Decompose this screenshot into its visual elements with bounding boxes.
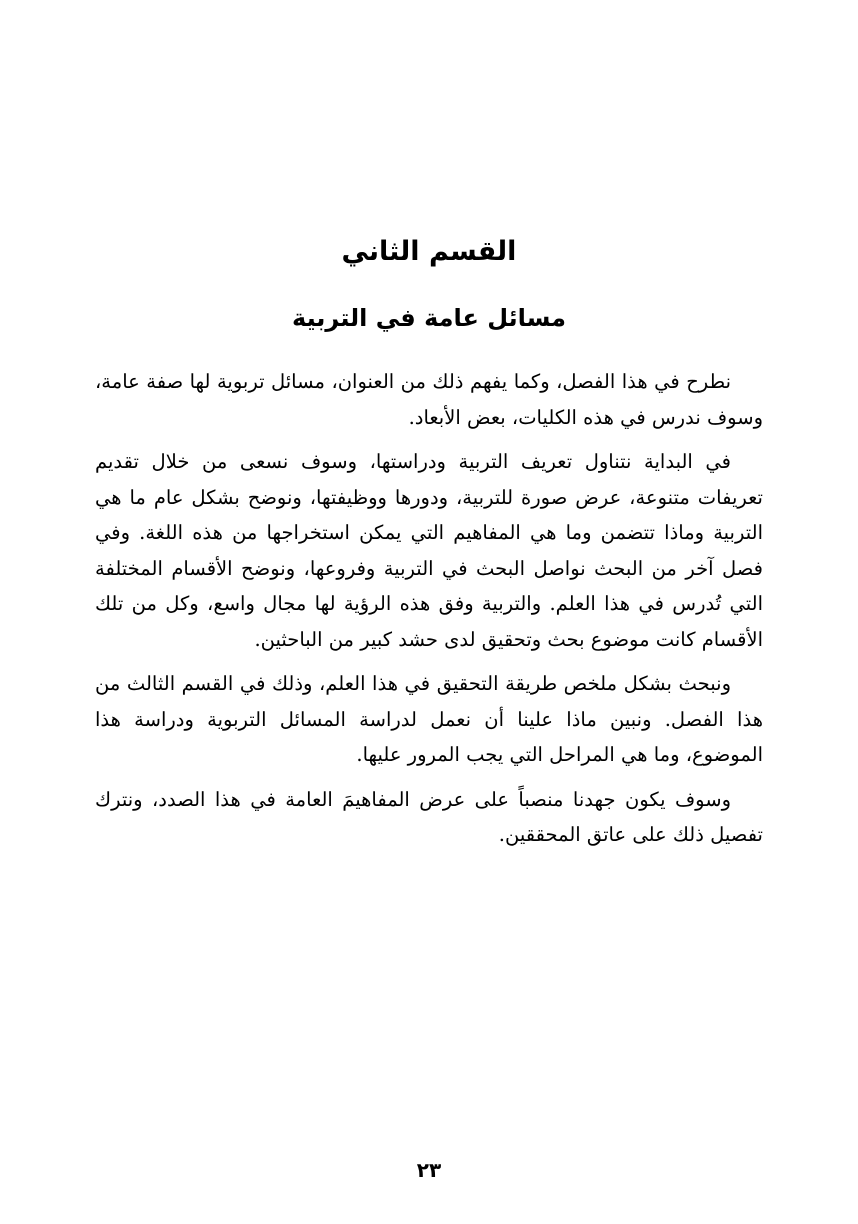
- paragraph-intro: نطرح في هذا الفصل، وكما يفهم ذلك من العنوان، مسائل تربوية لها صفة عامة، وسوف ندرس في هذه الكليات، بعض الأبعاد.: [95, 370, 763, 429]
- paragraph-conclusion: وسوف يكون جهدنا منصباً على عرض المفاهيمَ العامة في هذا الصدد، ونترك تفصيل ذلك على عاتق المحققين.: [95, 787, 763, 846]
- paragraph-definition: في البداية نتناول تعريف التربية ودراستها، وسوف نسعى من خلال تقديم تعريفات متنوعة، عرض صورة للتربية، ودورها ووظيفتها، ونوضح بشكل عام ما هي التربية وماذا تتضمن وما هي المفاهيم التي يمكن استخراجها من هذه اللغة. وفي فصل آخر من البحث نواصل البحث في التربية وفروعها، ونوضح الأقسام المختلفة التي تُدرس في هذا العلم. والتربية وفق هذه الرؤية لها مجال واسع، وكل من تلك الأقسام كانت موضوع بحث وتحقيق لدى حشد كبير من الباحثين.: [95, 450, 763, 651]
- page-number: ٢٣: [416, 1158, 442, 1182]
- section-subtitle: مسائل عامة في التربية: [292, 304, 566, 332]
- body-text: [95, 364, 763, 862]
- paragraph-method: ونبحث بشكل ملخص طريقة التحقيق في هذا العلم، وذلك في القسم الثالث من هذا الفصل. ونبين ماذا علينا أن نعمل لدراسة المسائل التربوية ودراسة هذا الموضوع، وما هي المراحل التي يجب المرور عليها.: [95, 672, 763, 766]
- section-title: القسم الثاني: [341, 236, 517, 267]
